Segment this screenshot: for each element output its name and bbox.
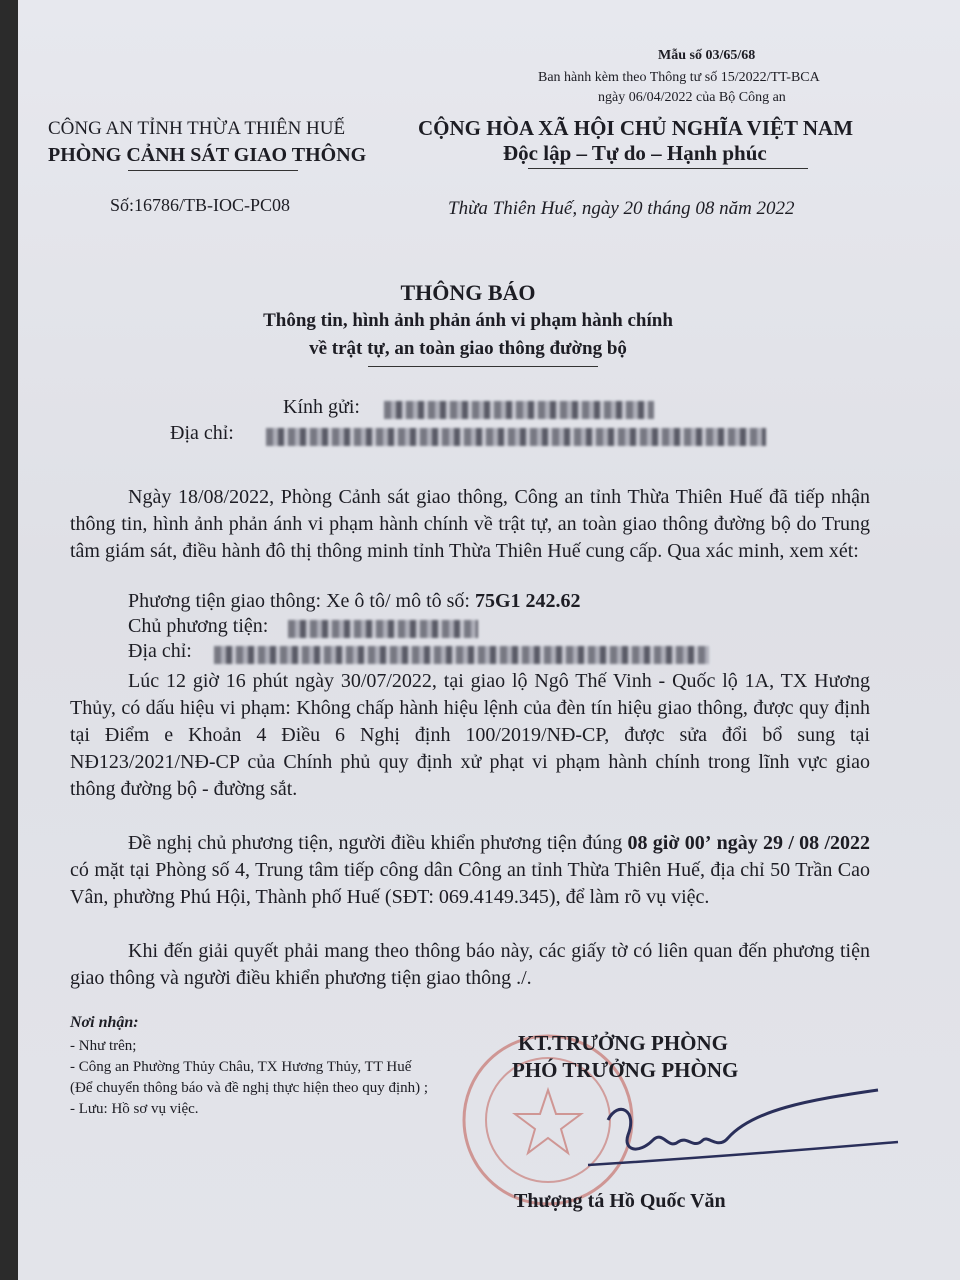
owner-address-label: Địa chỉ: [128,640,192,662]
document-number: Số:16786/TB-IOC-PC08 [110,195,291,215]
owner-label: Chủ phương tiện: [128,615,269,637]
org-unit: PHÒNG CẢNH SÁT GIAO THÔNG [48,144,367,166]
recipient-item: - Như trên; [70,1038,137,1054]
signer-name: Thượng tá Hồ Quốc Văn [514,1190,726,1212]
vehicle-label: Phương tiện giao thông: Xe ô tô/ mô tô số: [128,590,470,612]
recipients-list [70,1036,430,1120]
paragraph-1: Ngày 18/08/2022, Phòng Cảnh sát giao thông, Công an tỉnh Thừa Thiên Huế đã tiếp nhận thông tin, hình ảnh phản ánh vi phạm hành chính về trật tự, an toàn giao thông đường bộ do Trung tâm giám sát, điều hành đô thị thông minh tỉnh Thừa Thiên Huế cung cấp. Qua xác minh, xem xét: [70,486,870,562]
paragraph-4: Khi đến giải quyết phải mang theo thông báo này, các giấy tờ có liên quan đến phương tiện giao thông và người điều khiển phương tiện giao thông ./. [70,940,870,989]
redacted-owner-name [288,620,478,638]
place-date: Thừa Thiên Huế, ngày 20 tháng 08 năm 2022 [448,198,795,219]
license-plate: 75G1 242.62 [474,590,581,612]
document-title: THÔNG BÁO [400,280,536,305]
org-parent: CÔNG AN TỈNH THỪA THIÊN HUẾ [48,118,346,139]
handwritten-signature-icon [578,1080,908,1180]
recipient-address-label: Địa chỉ: [170,422,234,444]
document-subtitle-1: Thông tin, hình ảnh phản ánh vi phạm hành chính [263,310,673,331]
motto-underline [528,168,808,169]
document-page [18,0,960,1280]
redacted-recipient-address [266,428,766,446]
redacted-recipient-name [384,401,654,419]
issued-line-1: Ban hành kèm theo Thông tư số 15/2022/TT-BCA [538,70,820,85]
issued-line-2: ngày 06/04/2022 của Bộ Công an [598,90,786,105]
paragraph-2: Lúc 12 giờ 16 phút ngày 30/07/2022, tại giao lộ Ngô Thế Vinh - Quốc lộ 1A, TX Hương Thủy, có dấu hiệu vi phạm: Không chấp hành hiệu lệnh của đèn tín hiệu giao thông, được quy định tại Điểm e Khoản 4 Điều 6 Nghị định 100/2019/NĐ-CP, được sửa đổi bổ sung tại NĐ123/2021/NĐ-CP của Chính phủ quy định xử phạt vi phạm hành chính trong lĩnh vực giao thông đường bộ - đường sắt. [70,670,870,800]
recipients-title: Nơi nhận: [70,1014,139,1031]
signature-title-2: PHÓ TRƯỞNG PHÒNG [512,1058,739,1082]
document-subtitle-2: về trật tự, an toàn giao thông đường bộ [309,338,627,359]
recipient-item: - Lưu: Hồ sơ vụ việc. [70,1101,199,1117]
appointment-time: 08 giờ 00’ [627,832,712,854]
vehicle-line [128,590,581,613]
org-underline [128,170,298,171]
recipient-item: - Công an Phường Thủy Châu, TX Hương Thủy, TT Huế (Để chuyển thông báo và đề nghị thực hiện theo quy định) ; [70,1059,429,1096]
form-number: Mẫu số 03/65/68 [658,48,756,63]
appointment-date: ngày 29 / 08 /2022 [716,832,870,854]
redacted-owner-address [214,646,709,664]
signature-title-1: KT.TRƯỞNG PHÒNG [518,1031,728,1055]
subtitle-underline [368,366,598,367]
republic-name: CỘNG HÒA XÃ HỘI CHỦ NGHĨA VIỆT NAM [418,116,854,140]
motto: Độc lập – Tự do – Hạnh phúc [503,141,767,165]
paragraph-3: Đề nghị chủ phương tiện, người điều khiển phương tiện đúng 08 giờ 00’ ngày 29 / 08 /2022 có mặt tại Phòng số 4, Trung tâm tiếp công dân Công an tỉnh Thừa Thiên Huế, địa chỉ 50 Trần Cao Vân, phường Phú Hội, Thành phố Huế (SĐT: 069.4149.345), để làm rõ vụ việc. [70,832,870,908]
recipient-label: Kính gửi: [283,396,360,418]
